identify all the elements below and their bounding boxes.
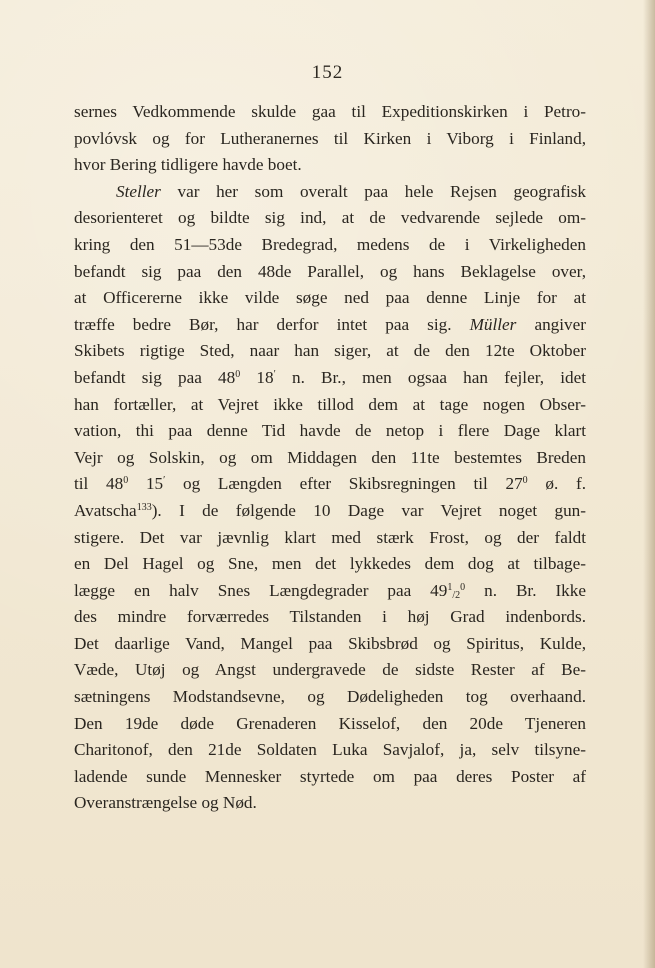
page-edge-shadow: [643, 0, 655, 968]
text-line: [74, 312, 586, 339]
text-fragment: n. Br. Ikke: [465, 580, 586, 600]
text-line: Det daarlige Vand, Mangel paa Skibsbrød og Spiritus, Kulde,: [74, 633, 586, 653]
text-line: Vejr og Solskin, og om Middagen den 11te bestemtes Breden: [74, 447, 586, 467]
text-fragment: 18: [240, 367, 274, 387]
text-line: [74, 498, 586, 525]
text-line: [74, 179, 586, 206]
text-fragment: 15: [128, 474, 164, 494]
text-line: Skibets rigtige Sted, naar han siger, at de den 12te Oktober: [74, 341, 586, 361]
text-fragment: træffe bedre Bør, har derfor intet paa sig.: [74, 314, 470, 334]
fraction-denominator: 2: [455, 589, 461, 601]
minute-mark: ′: [273, 368, 276, 380]
text-fragment: var her som overalt paa hele Rejsen geografisk: [160, 181, 586, 201]
degree-mark: 0: [123, 475, 129, 487]
text-line: Overanstrængelse og Nød.: [74, 793, 257, 813]
text-line: vation, thi paa denne Tid havde de netop i flere Dage klart: [74, 421, 586, 441]
text-line: Den 19de døde Grenaderen Kisselof, den 20de Tjeneren: [74, 713, 586, 733]
person-name-steller: Steller: [116, 181, 161, 201]
text-line: en Del Hagel og Sne, men det lykkedes dem dog at tilbage-: [74, 554, 586, 574]
text-line: povlóvsk og for Lutheranernes til Kirken i Viborg i Finland,: [74, 128, 586, 148]
text-line: befandt sig paa den 48de Parallel, og hans Beklagelse over,: [74, 261, 586, 281]
text-fragment: befandt sig paa 48: [74, 367, 236, 387]
footnote-reference: 133: [136, 501, 152, 513]
text-line: at Officererne ikke vilde søge ned paa denne Linje for at: [74, 288, 586, 308]
text-line: hvor Bering tidligere havde boet.: [74, 155, 302, 175]
page-number: 152: [311, 62, 344, 83]
text-fragment: til 48: [74, 474, 124, 494]
text-fragment: Avatscha: [74, 500, 137, 520]
degree-mark: 0: [235, 368, 241, 380]
text-line: [74, 578, 586, 605]
text-line: kring den 51—53de Bredegrad, medens de i Virkeligheden: [74, 234, 586, 254]
text-line: Charitonof, den 21de Soldaten Luka Savjalof, ja, selv tilsyne-: [74, 740, 586, 760]
body-text: [74, 99, 586, 817]
fraction-slash: /: [452, 589, 456, 601]
text-line: desorienteret og bildte sig ind, at de vedvarende sejlede om-: [74, 208, 586, 228]
text-line: Væde, Utøj og Angst undergravede de sidste Rester af Be-: [74, 660, 586, 680]
text-line: stigere. Det var jævnlig klart med stærk Frost, og der faldt: [74, 527, 586, 547]
text-fragment: og Længden efter Skibsregningen til 27: [165, 474, 523, 494]
text-line: des mindre forværredes Tilstanden i høj Grad indenbords.: [74, 607, 586, 627]
text-line: sætningens Modstandsevne, og Dødeligheden tog overhaand.: [74, 687, 586, 707]
text-fragment: ). I de følgende 10 Dage var Vejret noget gun-: [151, 500, 586, 520]
text-fragment: ø. f.: [527, 474, 587, 494]
text-fragment: angiver: [516, 314, 586, 334]
fraction-numerator: 1: [447, 581, 453, 593]
text-line: [74, 471, 586, 498]
degree-mark: 0: [460, 581, 466, 593]
text-fragment: n. Br., men ogsaa han fejler, idet: [275, 367, 587, 387]
text-line: [74, 365, 586, 392]
text-line: sernes Vedkommende skulde gaa til Expeditionskirken i Petro-: [74, 102, 586, 121]
text-fragment: lægge en halv Snes Længdegrader paa 49: [74, 580, 448, 600]
person-name-muller: Müller: [469, 314, 517, 334]
text-line: ladende sunde Mennesker styrtede om paa deres Poster af: [74, 766, 586, 786]
minute-mark: ′: [163, 475, 166, 487]
text-line: han fortæller, at Vejret ikke tillod dem at tage nogen Obser-: [74, 394, 586, 414]
degree-mark: 0: [522, 475, 528, 487]
